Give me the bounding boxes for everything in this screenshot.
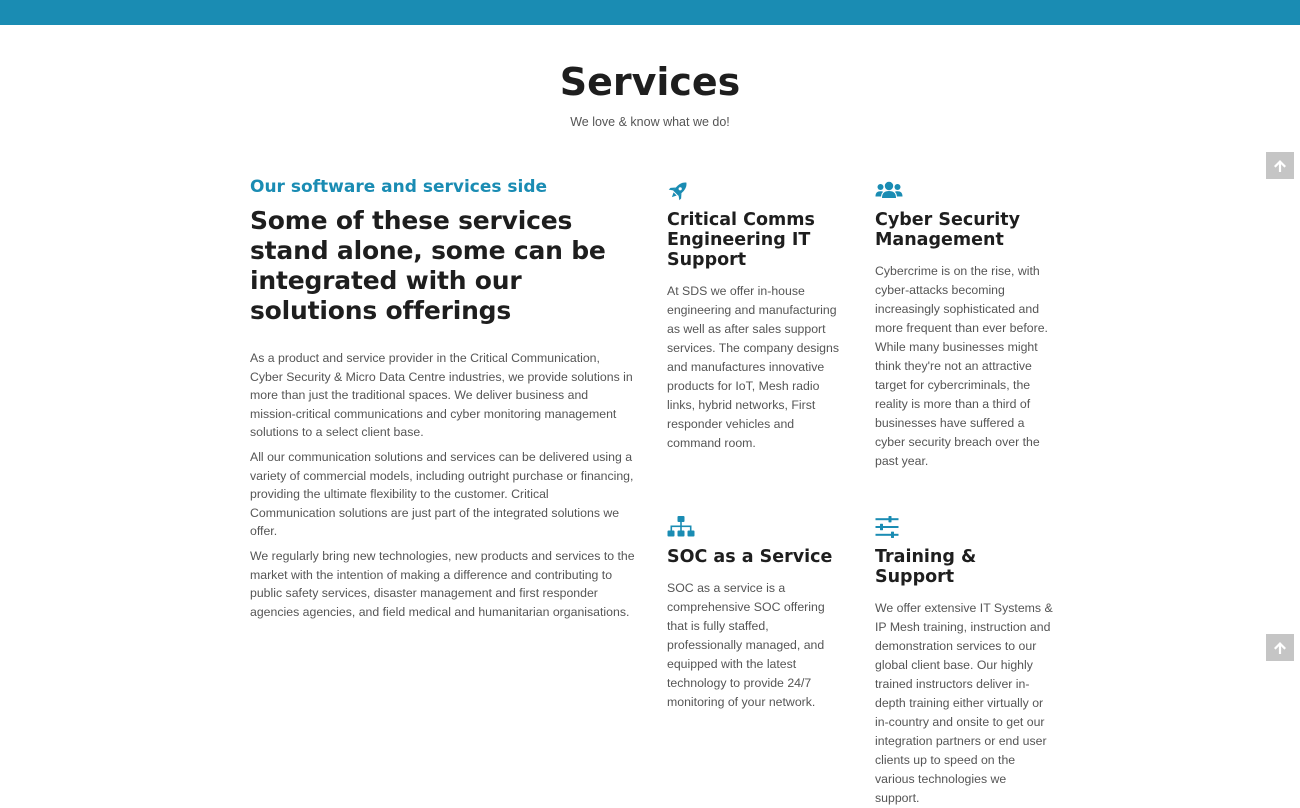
service-card-cyber-security [875,178,1053,471]
intro-headline: Some of these services stand alone, some can be integrated with our solutions offerings [250,206,606,325]
intro-paragraph: All our communication solutions and services can be delivered using a variety of commercial models, including outright purchase or financing, providing the ultimate flexibility to the customer. Critical Communication solutions are just part of the integrated solutions we offer. [250,449,634,539]
sliders-icon [875,515,899,539]
service-card-soc [667,515,845,712]
top-bar [0,0,1300,25]
intro-paragraph: As a product and service provider in the Critical Communication, Cyber Security & Micro Data Centre industries, we provide solutions in more than just the traditional spaces. We deliver business and mission-critical communications and cyber monitoring management solutions to a select client base. [250,351,633,440]
service-card-training [875,515,1053,808]
service-description: Cybercrime is on the rise, with cyber-attacks becoming increasingly sophisticated and more frequent than ever before. While many businesses might think they're not an attractive target for cybercriminals, the reality is more than a third of businesses have suffered a cyber security breach over the past year. [875,264,1048,468]
scroll-to-top-button[interactable] [1266,152,1294,179]
page-subtitle: We love & know what we do! [570,115,730,129]
page-title: Services [559,60,741,104]
service-description: At SDS we offer in-house engineering and manufacturing as well as after sales support services. The company designs and manufactures innovative products for IoT, Mesh radio links, hybrid networks, First responder vehicles and command room. [667,284,840,450]
service-title: Cyber Security Management [875,210,1021,250]
sitemap-icon [667,515,695,539]
users-icon [875,178,903,202]
service-description: SOC as a service is a comprehensive SOC offering that is fully staffed, professionally managed, and equipped with the latest technology to provide 24/7 monitoring of your network. [667,581,825,709]
intro-section [250,177,635,627]
service-title: SOC as a Service [667,547,833,567]
service-description: We offer extensive IT Systems & IP Mesh training, instruction and demonstration services to our global client base. Our highly trained instructors deliver in-depth training either virtually or in-country and onsite to get our integration partners or end user clients up to speed on the various technologies we support. [875,601,1053,805]
rocket-icon [667,178,691,202]
arrow-up-icon [1273,159,1287,173]
service-title: Training & Support [875,547,977,587]
intro-paragraph: We regularly bring new technologies, new products and services to the market with the intention of making a difference and contributing to public safety services, disaster management and first responder agencies agencies, and field medical and humanitarian organisations. [250,548,635,619]
service-card-critical-comms [667,178,845,453]
arrow-up-icon [1273,641,1287,655]
scroll-to-top-button[interactable] [1266,634,1294,661]
service-title: Critical Comms Engineering IT Support [667,210,815,270]
intro-kicker: Our software and services side [250,177,548,197]
